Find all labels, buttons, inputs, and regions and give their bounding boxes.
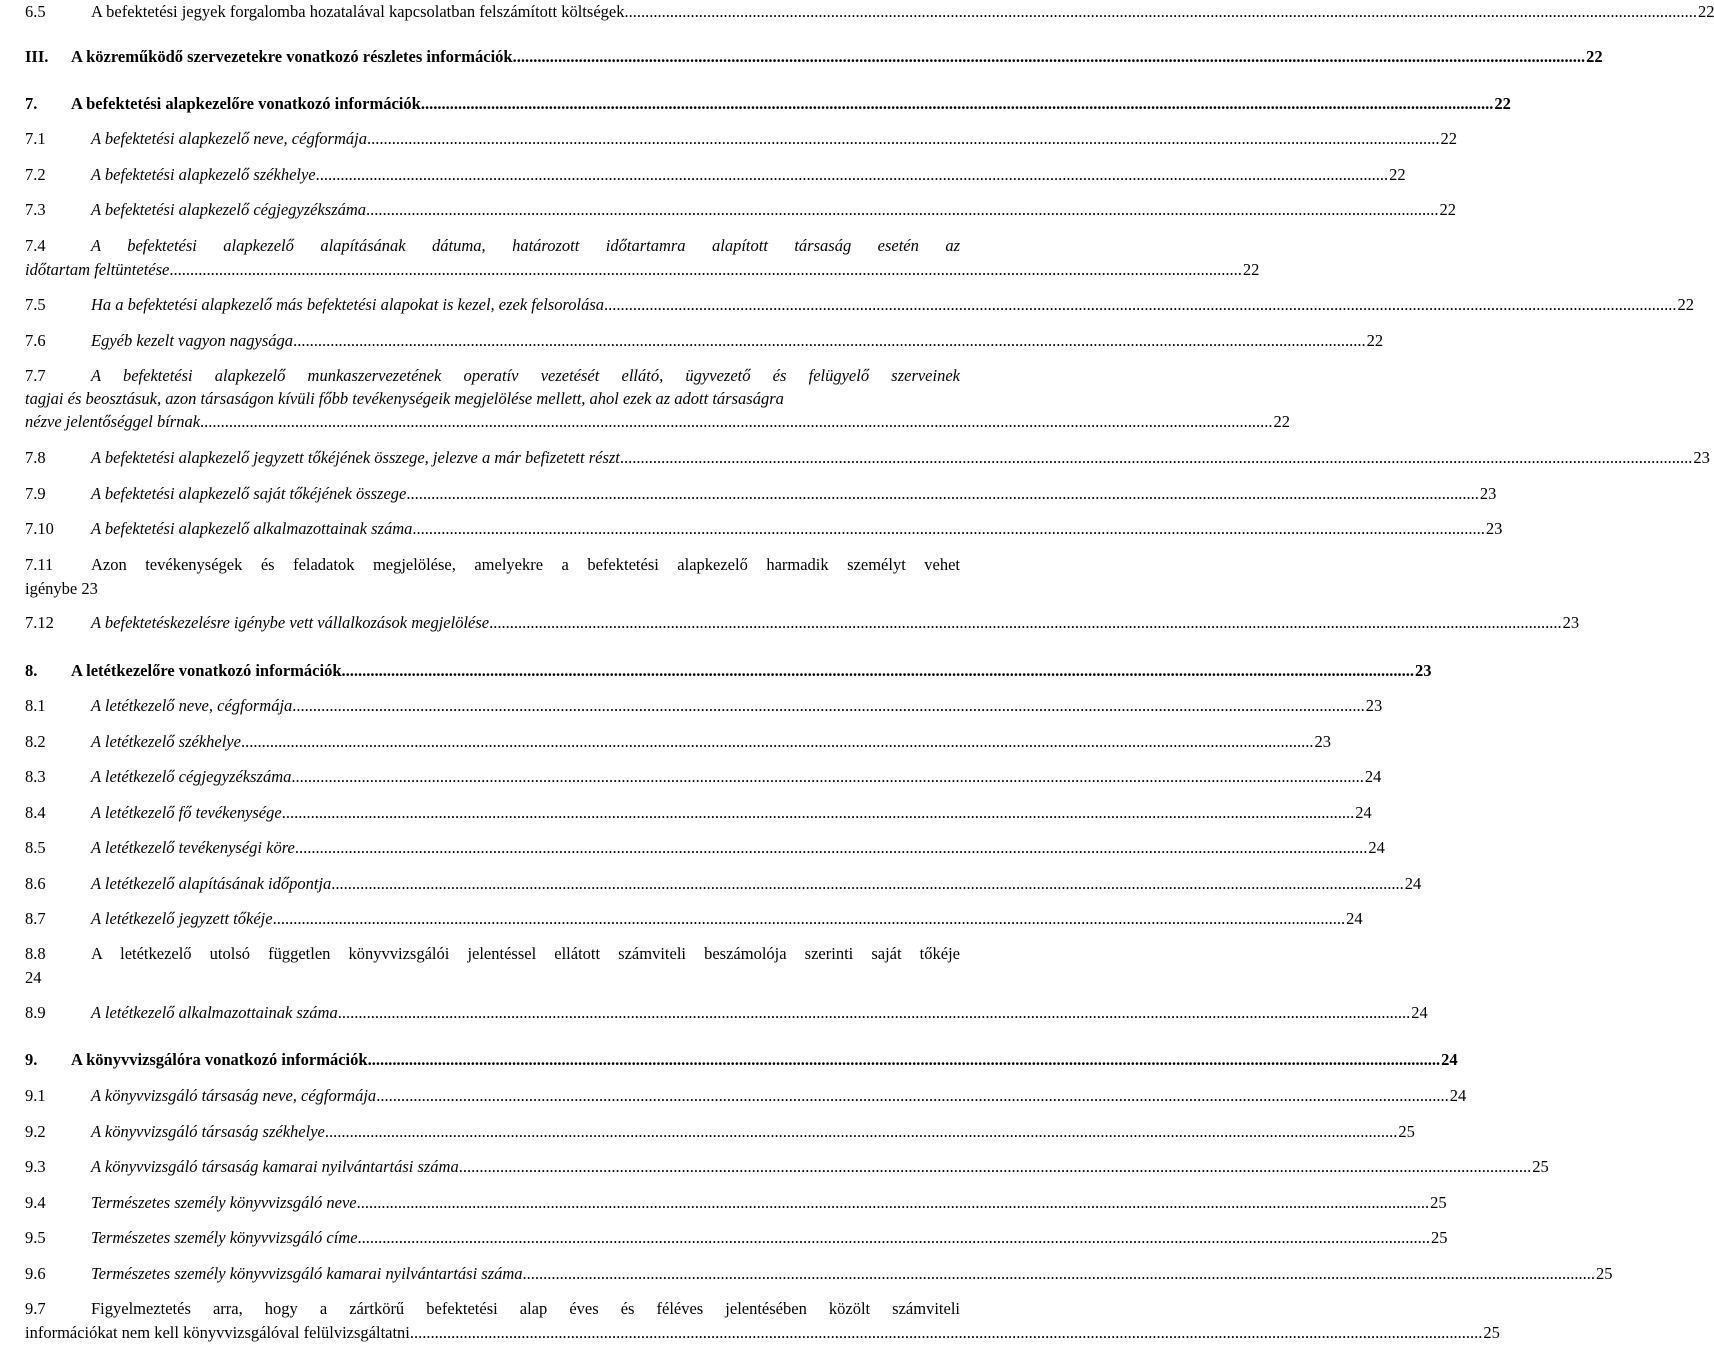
toc-title[interactable]: A befektetési alapkezelő székhelye	[91, 165, 316, 184]
dot-leader	[412, 517, 1485, 540]
dot-leader	[241, 730, 1314, 753]
toc-number: 9.	[25, 1050, 38, 1069]
toc-number: 6.5	[25, 2, 46, 21]
toc-line	[25, 45, 1603, 68]
dot-leader	[282, 801, 1355, 824]
dot-leader	[367, 127, 1440, 150]
toc-title[interactable]: A befektetési alapkezelő jegyzett tőkéjének összege, jelezve a már befizetett részt	[91, 448, 620, 467]
toc-page-number: 23	[1485, 519, 1503, 538]
toc-number: 7.4	[25, 236, 46, 255]
toc-number: 7.10	[25, 519, 54, 538]
toc-page-number: 22	[1494, 94, 1511, 113]
dot-leader	[421, 92, 1494, 115]
toc-line	[25, 1297, 960, 1320]
toc-entry[interactable]	[25, 659, 1432, 682]
toc-entry[interactable]	[25, 163, 1406, 186]
toc-entry[interactable]	[25, 694, 1383, 717]
dot-leader	[325, 1120, 1398, 1143]
toc-title-line-1[interactable]: A befektetési alapkezelő alapításának dátuma, határozott időtartamra alapított társaság esetén az	[91, 236, 960, 255]
dot-leader	[338, 1001, 1411, 1024]
toc-title[interactable]: A közreműködő szervezetekre vonatkozó részletes információk	[71, 47, 513, 66]
toc-line	[25, 127, 1457, 150]
dot-leader	[292, 694, 1365, 717]
toc-line	[25, 730, 1331, 753]
toc-line	[25, 1226, 1448, 1249]
toc-title[interactable]: A könyvvizsgáló társaság kamarai nyilvántartási száma	[91, 1157, 459, 1176]
toc-number: 8.1	[25, 696, 46, 715]
toc-page-number: 24	[1404, 874, 1422, 893]
dot-leader	[489, 611, 1562, 634]
toc-title-line-1[interactable]: Azon tevékenységek és feladatok megjelölése, amelyekre a befektetési alapkezelő harmadik személyt vehet	[91, 555, 960, 574]
toc-entry[interactable]	[25, 0, 1714, 23]
toc-page-number: 24	[1368, 838, 1385, 857]
toc-line	[25, 907, 1363, 930]
toc-entry[interactable]	[25, 611, 1580, 634]
toc-entry[interactable]	[25, 1155, 1549, 1178]
toc-entry[interactable]	[25, 364, 1291, 433]
toc-line	[25, 364, 960, 387]
toc-number: 9.7	[25, 1299, 46, 1318]
toc-page-number: 23	[1479, 484, 1497, 503]
toc-number: 8.	[25, 661, 38, 680]
toc-line	[25, 92, 1511, 115]
toc-page-number: 25	[1431, 1228, 1448, 1247]
toc-line	[25, 836, 1385, 859]
toc-entry[interactable]	[25, 1191, 1447, 1214]
toc-title[interactable]: A letétkezelő jegyzett tőkéje	[91, 909, 273, 928]
toc-line	[25, 577, 960, 600]
toc-number: 9.2	[25, 1122, 46, 1141]
toc-entry[interactable]	[25, 1297, 1500, 1344]
dot-leader	[513, 45, 1586, 68]
toc-line	[25, 517, 1503, 540]
toc-entry[interactable]	[25, 446, 1710, 469]
toc-line	[25, 765, 1382, 788]
toc-line	[25, 1001, 1428, 1024]
toc-title-line-3[interactable]: nézve jelentőséggel bírnak	[25, 412, 201, 431]
toc-title[interactable]: A befektetési alapkezelő alkalmazottainak száma	[91, 519, 413, 538]
toc-title[interactable]: A letétkezelő fő tevékenysége	[91, 803, 282, 822]
toc-entry[interactable]	[25, 1001, 1428, 1024]
toc-line	[25, 293, 1695, 316]
toc-number: 9.5	[25, 1228, 46, 1247]
toc-line	[25, 1321, 1500, 1344]
toc-entry[interactable]	[25, 1226, 1448, 1249]
dot-leader	[620, 446, 1693, 469]
toc-number: 7.2	[25, 165, 46, 184]
toc-line	[25, 1155, 1549, 1178]
toc-page-number: 22	[1366, 331, 1384, 350]
dot-leader	[169, 258, 1242, 281]
toc-number: 9.1	[25, 1086, 46, 1105]
toc-entry[interactable]	[25, 1084, 1467, 1107]
toc-line	[25, 801, 1372, 824]
toc-title[interactable]: Ha a befektetési alapkezelő más befektetési alapokat is kezel, ezek felsorolása	[91, 295, 605, 314]
toc-line	[25, 163, 1406, 186]
toc-number: 7.6	[25, 331, 46, 350]
toc-entry[interactable]	[25, 127, 1457, 150]
toc-page-number: 25	[1532, 1157, 1549, 1176]
dot-leader	[273, 907, 1346, 930]
toc-line	[25, 198, 1457, 221]
dot-leader	[358, 1226, 1431, 1249]
dot-leader	[604, 293, 1677, 316]
dot-leader	[200, 410, 1273, 433]
toc-number: 7.5	[25, 295, 46, 314]
toc-entry[interactable]	[25, 329, 1384, 352]
toc-entry[interactable]	[25, 234, 1260, 281]
toc-title-line-2[interactable]: tagjai és beosztásuk, azon társaságon kívüli főbb tevékenységeik megjelölése mellett, ahol ezek az adott társaságra	[25, 389, 784, 408]
toc-title[interactable]: A befektetéskezelésre igénybe vett vállalkozások megjelölése	[91, 613, 490, 632]
toc-title-line-1[interactable]: A letétkezelő utolsó független könyvvizsgálói jelentéssel ellátott számviteli beszámolója szerinti saját tőkéje	[91, 944, 960, 963]
toc-number: 7.9	[25, 484, 46, 503]
toc-line	[25, 446, 1710, 469]
toc-line	[25, 659, 1432, 682]
toc-number: 7.12	[25, 613, 54, 632]
toc-title[interactable]: A letétkezelő alkalmazottainak száma	[91, 1003, 338, 1022]
toc-page-number: 25	[1398, 1122, 1415, 1141]
toc-number: 7.	[25, 94, 38, 113]
toc-title[interactable]: A befektetési alapkezelő neve, cégformája	[91, 129, 367, 148]
toc-page-number: 22	[1389, 165, 1406, 184]
toc-page-number: 24	[1441, 1050, 1458, 1069]
toc-page-number: 23	[1693, 448, 1710, 467]
toc-title[interactable]: A letétkezelő tevékenységi köre	[91, 838, 295, 857]
toc-title[interactable]: A könyvvizsgálóra vonatkozó információk	[71, 1050, 368, 1069]
toc-page-number: 24	[1346, 909, 1363, 928]
toc-number: 8.4	[25, 803, 46, 822]
toc-entry[interactable]	[25, 765, 1382, 788]
toc-entry[interactable]	[25, 198, 1457, 221]
toc-entry[interactable]	[25, 730, 1331, 753]
toc-page-number: 22	[1586, 47, 1603, 66]
toc-line	[25, 872, 1422, 895]
toc-title[interactable]: Természetes személy könyvvizsgáló kamarai nyilvántartási száma	[91, 1264, 523, 1283]
dot-leader	[410, 1321, 1483, 1344]
toc-line	[25, 387, 960, 410]
toc-entry[interactable]	[25, 1262, 1613, 1285]
toc-title-line-2[interactable]: információkat nem kell könyvvizsgálóval felülvizsgáltatni	[25, 1323, 410, 1342]
toc-title[interactable]: A letétkezelő cégjegyzékszáma	[91, 767, 292, 786]
toc-page-number: 24	[1364, 767, 1382, 786]
toc-page-number: 22	[1273, 412, 1291, 431]
toc-title-line-2[interactable]: időtartam feltüntetése	[25, 260, 170, 279]
toc-entry[interactable]	[25, 1048, 1458, 1071]
dot-leader	[331, 872, 1404, 895]
dot-leader	[624, 0, 1697, 23]
toc-entry[interactable]	[25, 1120, 1415, 1143]
dot-leader	[291, 765, 1364, 788]
toc-title[interactable]: A letétkezelő neve, cégformája	[91, 696, 293, 715]
toc-title[interactable]: Természetes személy könyvvizsgáló címe	[91, 1228, 358, 1247]
dot-leader	[316, 163, 1389, 186]
toc-number: 7.3	[25, 200, 46, 219]
toc-entry[interactable]	[25, 836, 1385, 859]
toc-entry[interactable]	[25, 553, 960, 600]
toc-number: III.	[25, 47, 49, 66]
dot-leader	[366, 198, 1439, 221]
toc-title-line-1[interactable]: A befektetési alapkezelő munkaszervezetének operatív vezetését ellátó, ügyvezető és felügyelő szerveinek	[91, 366, 960, 385]
toc-line	[25, 966, 960, 989]
toc-number: 9.6	[25, 1264, 46, 1283]
toc-page-number: 23	[1415, 661, 1432, 680]
dot-leader	[295, 836, 1368, 859]
toc-number: 7.8	[25, 448, 46, 467]
toc-number: 8.5	[25, 838, 46, 857]
toc-line	[25, 1120, 1415, 1143]
toc-entry[interactable]	[25, 293, 1695, 316]
toc-number: 8.7	[25, 909, 46, 928]
toc-line	[25, 694, 1383, 717]
toc-entry[interactable]	[25, 907, 1363, 930]
toc-line	[25, 1262, 1613, 1285]
toc-title[interactable]: A befektetési alapkezelő cégjegyzékszáma	[91, 200, 367, 219]
toc-page-number: 22	[1440, 129, 1457, 148]
toc-line	[25, 611, 1580, 634]
toc-number: 8.6	[25, 874, 46, 893]
toc-line	[25, 410, 1291, 433]
toc-line	[25, 942, 960, 965]
toc-title[interactable]: A letétkezelő székhelye	[91, 732, 241, 751]
toc-page-number: 22	[1242, 260, 1260, 279]
dot-leader	[523, 1262, 1596, 1285]
toc-entry[interactable]	[25, 942, 960, 989]
toc-page-number: 24	[1411, 1003, 1428, 1022]
toc-page-number: 24	[1449, 1086, 1467, 1105]
toc-title-line-1[interactable]: Figyelmeztetés arra, hogy a zártkörű befektetési alap éves és féléves jelentésében közölt számviteli	[91, 1299, 960, 1318]
toc-number: 7.1	[25, 129, 46, 148]
toc-entry[interactable]	[25, 482, 1497, 505]
toc-number: 9.3	[25, 1157, 46, 1176]
toc-page-number: 22	[1439, 200, 1457, 219]
toc-entry[interactable]	[25, 801, 1372, 824]
toc-line	[25, 329, 1384, 352]
dot-leader	[406, 482, 1479, 505]
toc-page-number: 25	[1483, 1323, 1500, 1342]
dot-leader	[342, 659, 1415, 682]
toc-page-number: 24	[1355, 803, 1372, 822]
toc-line	[25, 482, 1497, 505]
toc-title[interactable]: A befektetési alapkezelőre vonatkozó információk	[71, 94, 421, 113]
toc-page-number: 23	[1314, 732, 1331, 751]
toc-number: 8.9	[25, 1003, 46, 1022]
toc-title[interactable]: Egyéb kezelt vagyon nagysága	[91, 331, 294, 350]
toc-title[interactable]: A befektetési jegyek forgalomba hozatalával kapcsolatban felszámított költségek	[91, 2, 625, 21]
toc-line	[25, 1048, 1458, 1071]
toc-entry[interactable]	[25, 45, 1603, 68]
toc-number: 7.7	[25, 366, 46, 385]
toc-line	[25, 1084, 1467, 1107]
toc-page-number: 22	[1677, 295, 1695, 314]
toc-number: 8.3	[25, 767, 46, 786]
toc-title-line-2[interactable]: igénybe 23	[25, 579, 98, 598]
toc-page-number: 23	[1365, 696, 1383, 715]
dot-leader	[357, 1191, 1430, 1214]
toc-line	[25, 234, 960, 257]
toc-number: 7.11	[25, 555, 54, 574]
toc-page-number: 22	[1697, 2, 1714, 21]
toc-title[interactable]: A letétkezelőre vonatkozó információk	[71, 661, 342, 680]
toc-number: 8.8	[25, 944, 46, 963]
dot-leader	[376, 1084, 1449, 1107]
toc-title[interactable]: A könyvvizsgáló társaság neve, cégformája	[91, 1086, 377, 1105]
toc-entry[interactable]	[25, 872, 1422, 895]
toc-title-line-2[interactable]: 24	[25, 968, 42, 987]
toc-entry[interactable]	[25, 92, 1511, 115]
dot-leader	[459, 1155, 1532, 1178]
toc-line	[25, 1191, 1447, 1214]
toc-page-number: 23	[1562, 613, 1580, 632]
toc-number: 9.4	[25, 1193, 46, 1212]
dot-leader	[368, 1048, 1441, 1071]
toc-title[interactable]: A letétkezelő alapításának időpontja	[91, 874, 332, 893]
dot-leader	[293, 329, 1366, 352]
toc-number: 8.2	[25, 732, 46, 751]
toc-title[interactable]: A befektetési alapkezelő saját tőkéjének összege	[91, 484, 407, 503]
toc-page-number: 25	[1596, 1264, 1613, 1283]
toc-page-number: 25	[1430, 1193, 1447, 1212]
toc-line	[25, 0, 1714, 23]
toc-line	[25, 258, 1260, 281]
toc-line	[25, 553, 960, 576]
toc-entry[interactable]	[25, 517, 1503, 540]
toc-title[interactable]: A könyvvizsgáló társaság székhelye	[91, 1122, 325, 1141]
toc-title[interactable]: Természetes személy könyvvizsgáló neve	[91, 1193, 357, 1212]
